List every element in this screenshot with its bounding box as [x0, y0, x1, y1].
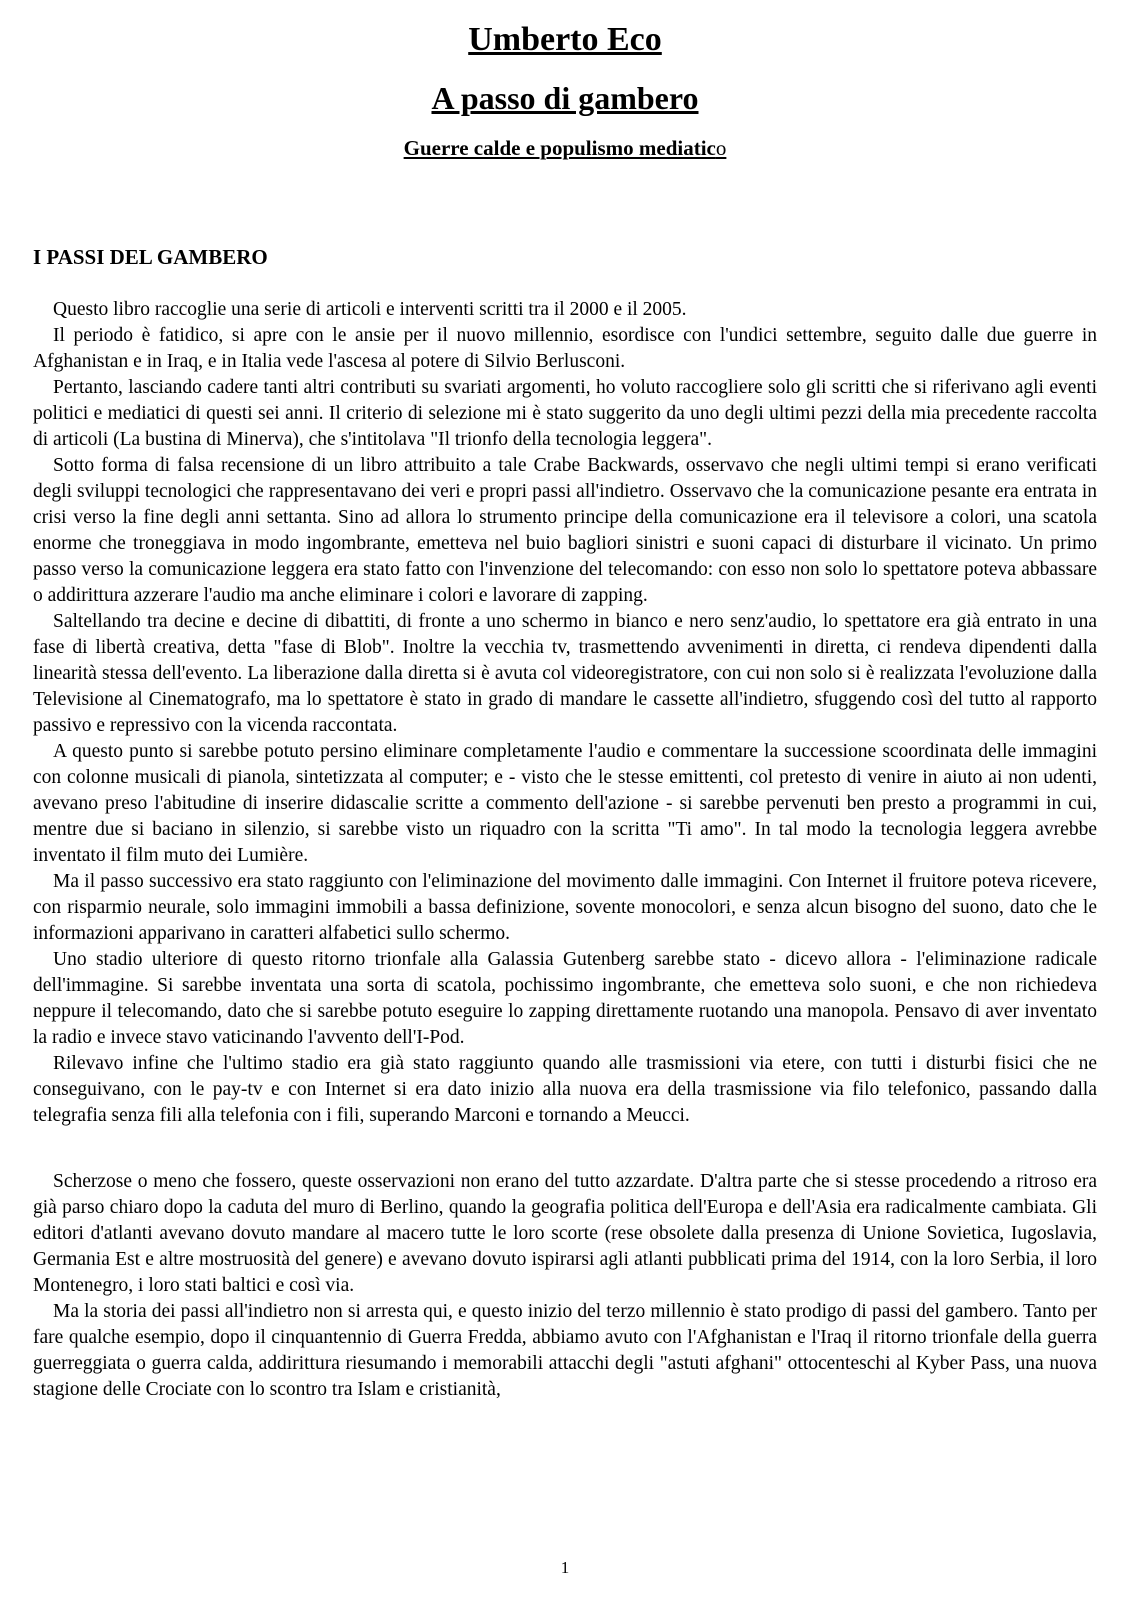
- paragraph: Sotto forma di falsa recensione di un libro attribuito a tale Crabe Backwards, osservavo che negli ultimi tempi si erano verificati degli sviluppi tecnologici che rappresentavano dei veri e propri passi all'indietro. Osservavo che la comunicazione pesante era entrata in crisi verso la fine degli anni settanta. Sino ad allora lo strumento principe della comunicazione era il televisore a colori, una scatola enorme che troneggiava in modo ingombrante, emetteva nel buio bagliori sinistri e suoni capaci di disturbare il vicinato. Un primo passo verso la comunicazione leggera era stato fatto con l'invenzione del telecomando: con esso non solo lo spettatore poteva abbassare o addirittura azzerare l'audio ma anche eliminare i colori e lavorare di zapping.: [33, 455, 1097, 607]
- paragraph: Ma il passo successivo era stato raggiunto con l'eliminazione del movimento dalle immagini. Con Internet il fruitore poteva ricevere, con risparmio neurale, solo immagini immobili a bassa definizione, sovente monocolori, e senza alcun bisogno del suono, dato che le informazioni apparivano in caratteri alfabetici sullo schermo.: [33, 871, 1097, 945]
- paragraph: Scherzose o meno che fossero, queste osservazioni non erano del tutto azzardate. D'altra parte che si stesse procedendo a ritroso era già parso chiaro dopo la caduta del muro di Berlino, quando la geografia politica dell'Europa e dell'Asia era radicalmente cambiata. Gli editori d'atlanti avevano dovuto mandare al macero tutte le loro scorte (rese obsolete dalla presenza di Unione Sovietica, Iugoslavia, Germania Est e altre mostruosità del genere) e avevano dovuto ispirarsi agli atlanti pubblicati prima del 1914, con la loro Serbia, il loro Montenegro, i loro stati baltici e così via.: [33, 1171, 1097, 1297]
- title-block: [33, 20, 1097, 161]
- book-subtitle: [33, 136, 1097, 161]
- subtitle-tail: o: [715, 135, 727, 160]
- subtitle-bold-part: Guerre calde e populismo mediatic: [403, 135, 716, 160]
- paragraph: Ma la storia dei passi all'indietro non si arresta qui, e questo inizio del terzo millennio è stato prodigo di passi del gambero. Tanto per fare qualche esempio, dopo il cinquantennio di Guerra Fredda, abbiamo avuto con l'Afghanistan e l'Iraq il ritorno trionfale della guerra guerreggiata o guerra calda, addirittura riesumando i memorabili attacchi degli "astuti afghani" ottocenteschi al Kyber Pass, una nuova stagione delle Crociate con lo scontro tra Islam e cristianità,: [33, 1301, 1097, 1401]
- page-number: 1: [560, 1558, 570, 1577]
- book-title: A passo di gambero: [431, 80, 699, 117]
- section-heading: I PASSI DEL GAMBERO: [33, 245, 268, 270]
- paragraph: Saltellando tra decine e decine di dibattiti, di fronte a uno schermo in bianco e nero senz'audio, lo spettatore era già entrato in una fase di libertà creativa, detta "fase di Blob". Inoltre la vecchia tv, trasmettendo avvenimenti in diretta, ci rendeva dipendenti dalla linearità stessa dell'evento. La liberazione dalla diretta si è avuta col videoregistratore, con cui non solo si è realizzata l'evoluzione dalla Televisione al Cinematografo, ma lo spettatore è stato in grado di mandare le cassette all'indietro, sfuggendo così del tutto al rapporto passivo e repressivo con la vicenda raccontata.: [33, 611, 1097, 737]
- body-text: [33, 297, 1097, 1403]
- paragraph: Uno stadio ulteriore di questo ritorno trionfale alla Galassia Gutenberg sarebbe stato - dicevo allora - l'eliminazione radicale dell'immagine. Si sarebbe inventata una sorta di scatola, pochissimo ingombrante, che emetteva solo suoni, e che non richiedeva neppure il telecomando, dato che si sarebbe potuto eseguire lo zapping direttamente ruotando una manopola. Pensavo di aver inventato la radio e invece stavo vaticinando l'avvento dell'I-Pod.: [33, 949, 1097, 1049]
- paragraph: Questo libro raccoglie una serie di articoli e interventi scritti tra il 2000 e il 2005.: [53, 299, 687, 321]
- paragraph: A questo punto si sarebbe potuto persino eliminare completamente l'audio e commentare la successione scoordinata delle immagini con colonne musicali di pianola, sintetizzata al computer; e - visto che le stesse emittenti, col pretesto di venire in aiuto ai non udenti, avevano preso l'abitudine di inserire didascalie scritte a commento dell'azione - si sarebbe pervenuti ben presto a programmi in cui, mentre due si baciano in silenzio, si sarebbe visto un riquadro con la scritta "Ti amo". In tal modo la tecnologia leggera avrebbe inventato il film muto dei Lumière.: [33, 741, 1097, 867]
- author-title: Umberto Eco: [468, 21, 662, 58]
- paragraph: Rilevavo infine che l'ultimo stadio era già stato raggiunto quando alle trasmissioni via etere, con tutti i disturbi fisici che ne conseguivano, con le pay-tv e con Internet si era dato inizio alla nuova era della trasmissione via filo telefonico, passando dalla telegrafia senza fili alla telefonia con i fili, superando Marconi e tornando a Meucci.: [33, 1053, 1097, 1127]
- paragraph: Pertanto, lasciando cadere tanti altri contributi su svariati argomenti, ho voluto raccogliere solo gli scritti che si riferivano agli eventi politici e mediatici di questi sei anni. Il criterio di selezione mi è stato suggerito da uno degli ultimi pezzi della mia precedente raccolta di articoli (La bustina di Minerva), che s'intitolava "Il trionfo della tecnologia leggera".: [33, 377, 1097, 451]
- paragraph: Il periodo è fatidico, si apre con le ansie per il nuovo millennio, esordisce con l'undici settembre, seguito dalle due guerre in Afghanistan e in Iraq, e in Italia vede l'ascesa al potere di Silvio Berlusconi.: [33, 325, 1097, 373]
